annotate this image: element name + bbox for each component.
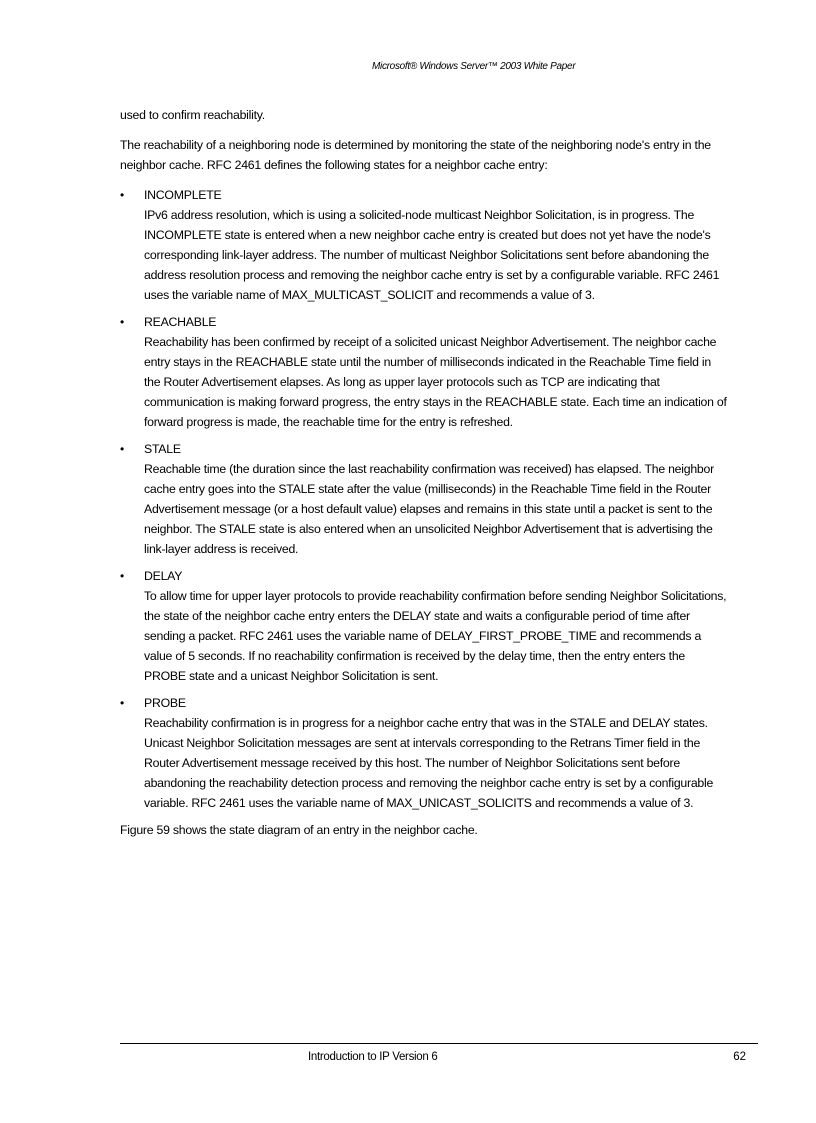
- state-description: Reachability has been confirmed by receipt of a solicited unicast Neighbor Advertisement. The neighbor cache entry stays in the REACHABLE state until the number of milliseconds indicated in the Reachable Time field in the Router Advertisement elapses. As long as upper layer protocols such as TCP are indicating that communication is making forward progress, the entry stays in the REACHABLE state. Each time an indication of forward progress is made, the reachable time for the entry is refreshed.: [144, 335, 727, 429]
- intro-fragment: used to confirm reachability.: [120, 108, 265, 122]
- bullet-icon: •: [120, 696, 124, 710]
- state-list: [120, 185, 728, 813]
- body-paragraph: The reachability of a neighboring node is determined by monitoring the state of the neighboring node's entry in the neighbor cache. RFC 2461 defines the following states for a neighbor cache entry:: [120, 138, 711, 172]
- state-description: Reachable time (the duration since the last reachability confirmation was received) has elapsed. The neighbor cache entry goes into the STALE state after the value (milliseconds) in the Reachable Time field in the Router Advertisement message (or a host default value) elapses and remains in this state until a packet is sent to the neighbor. The STALE state is also entered when an unsolicited Neighbor Advertisement that is advertising the link-layer address is received.: [144, 462, 714, 556]
- bullet-icon: •: [120, 315, 124, 329]
- running-header: Microsoft® Windows Server™ 2003 White Paper: [372, 61, 576, 72]
- state-name: REACHABLE: [144, 315, 217, 329]
- page-number: 62: [733, 1051, 746, 1063]
- bullet-icon: •: [120, 569, 124, 583]
- footer-divider: [120, 1043, 758, 1044]
- state-description: IPv6 address resolution, which is using a solicited-node multicast Neighbor Solicitation, is in progress. The INCOMPLETE state is entered when a new neighbor cache entry is created but does not yet have the node's corresponding link-layer address. The number of multicast Neighbor Solicitations sent before abandoning the address resolution process and removing the neighbor cache entry is set by a configurable variable. RFC 2461 uses the variable name of MAX_MULTICAST_SOLICIT and recommends a value of 3.: [144, 208, 720, 302]
- state-item-reachable: [120, 312, 728, 432]
- state-description: Reachability confirmation is in progress for a neighbor cache entry that was in the STALE and DELAY states. Unicast Neighbor Solicitation messages are sent at intervals corresponding to the Retrans Timer field in the Router Advertisement message received by this host. The number of Neighbor Solicitations sent before abandoning the reachability detection process and removing the neighbor cache entry is set by a configurable variable. RFC 2461 uses the variable name of MAX_UNICAST_SOLICITS and recommends a value of 3.: [144, 716, 714, 810]
- closing-paragraph: Figure 59 shows the state diagram of an entry in the neighbor cache.: [120, 823, 478, 837]
- footer-title: Introduction to IP Version 6: [308, 1051, 438, 1063]
- state-name: PROBE: [144, 696, 186, 710]
- state-name: DELAY: [144, 569, 183, 583]
- state-item-delay: [120, 566, 728, 686]
- state-name: INCOMPLETE: [144, 188, 222, 202]
- state-item-probe: [120, 693, 728, 813]
- document-body: [120, 105, 728, 850]
- state-item-incomplete: [120, 185, 728, 305]
- state-name: STALE: [144, 442, 181, 456]
- bullet-icon: •: [120, 442, 124, 456]
- state-item-stale: [120, 439, 728, 559]
- state-description: To allow time for upper layer protocols to provide reachability confirmation before sending Neighbor Solicitations, the state of the neighbor cache entry enters the DELAY state and waits a configurable period of time after sending a packet. RFC 2461 uses the variable name of DELAY_FIRST_PROBE_TIME and recommends a value of 5 seconds. If no reachability confirmation is received by the delay time, then the entry enters the PROBE state and a unicast Neighbor Solicitation is sent.: [144, 589, 727, 683]
- bullet-icon: •: [120, 188, 124, 202]
